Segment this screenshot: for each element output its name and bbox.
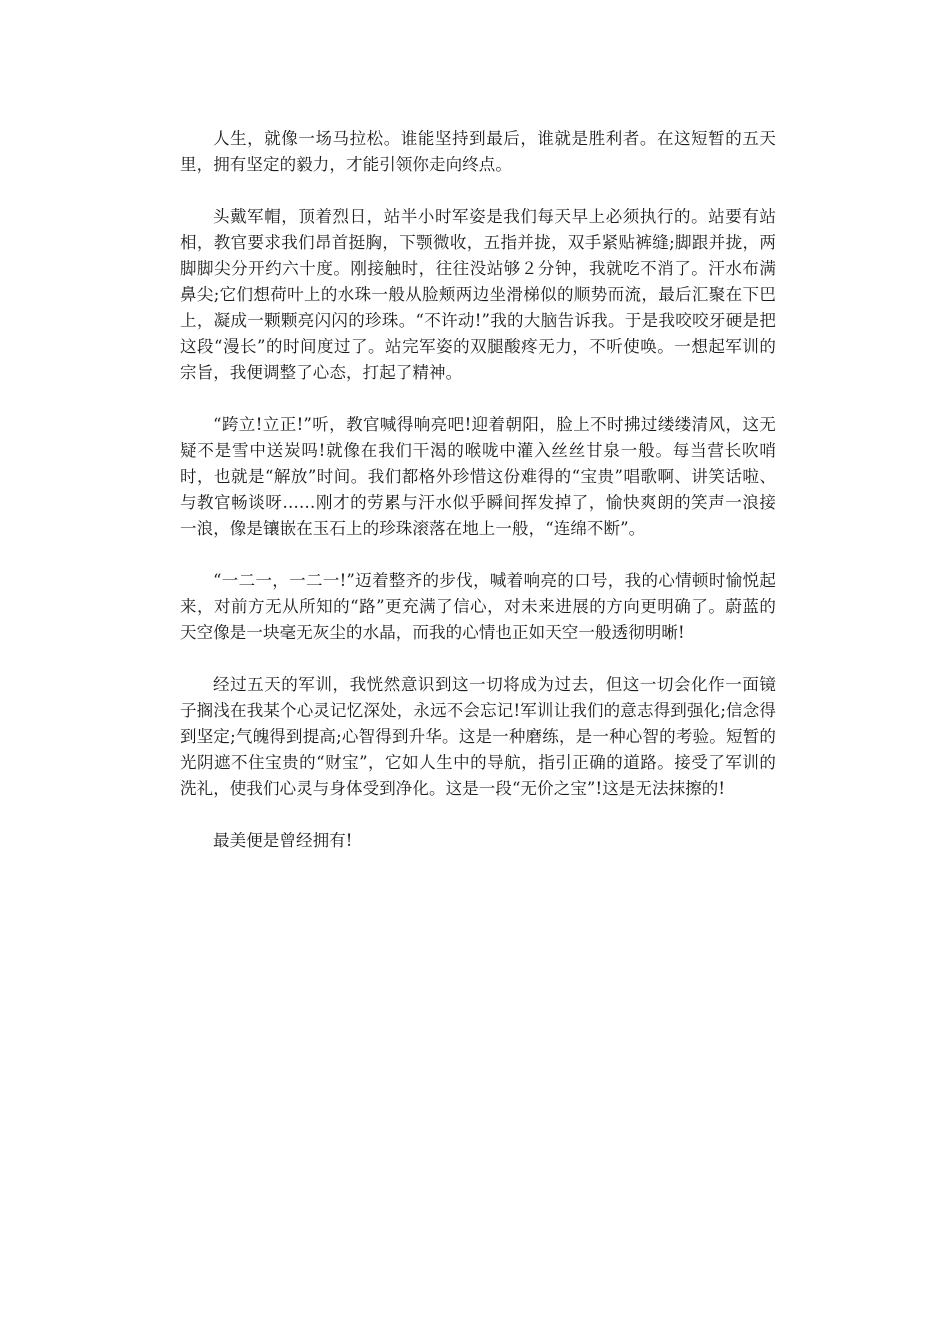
- paragraph-4: “一二一，一二一!”迈着整齐的步伐，喊着响亮的口号，我的心情顿时愉悦起来，对前方无从所知的“路”更充满了信心，对未来进展的方向更明确了。蔚蓝的天空像是一块毫无灰尘的水晶，而我的心情也正如天空一般透彻明晰!: [180, 571, 776, 642]
- paragraph-6: 最美便是曾经拥有!: [213, 831, 353, 850]
- paragraph-1: 人生，就像一场马拉松。谁能坚持到最后，谁就是胜利者。在这短暂的五天里，拥有坚定的毅力，才能引领你走向终点。: [180, 129, 776, 174]
- paragraph-2: 头戴军帽，顶着烈日，站半小时军姿是我们每天早上必须执行的。站要有站相，教官要求我们昂首挺胸，下颚微收，五指并拢，双手紧贴裤缝;脚跟并拢，两脚脚尖分开约六十度。刚接触时，往往没站够２分钟，我就吃不消了。汗水布满鼻尖;它们想荷叶上的水珠一般从脸颊两边坐滑梯似的顺势而流，最后汇聚在下巴上，凝成一颗颗亮闪闪的珍珠。“不许动!”我的大脑告诉我。于是我咬咬牙硬是把这段“漫长”的时间度过了。站完军姿的双腿酸疼无力，不听使唤。一想起军训的宗旨，我便调整了心态，打起了精神。: [180, 207, 776, 382]
- paragraph-3: “跨立!立正!”听，教官喊得响亮吧!迎着朝阳，脸上不时拂过缕缕清风，这无疑不是雪中送炭吗!就像在我们干渴的喉咙中灌入丝丝甘泉一般。每当营长吹哨时，也就是“解放”时间。我们都格外珍惜这份难得的“宝贵”唱歌啊、讲笑话啦、与教官畅谈呀……刚才的劳累与汗水似乎瞬间挥发掉了，愉快爽朗的笑声一浪接一浪，像是镶嵌在玉石上的珍珠滚落在地上一般，“连绵不断”。: [180, 415, 776, 538]
- paragraph-5: 经过五天的军训，我恍然意识到这一切将成为过去，但这一切会化作一面镜子搁浅在我某个心灵记忆深处，永远不会忘记!军训让我们的意志得到强化;信念得到坚定;气魄得到提高;心智得到升华。这是一种磨练，是一种心智的考验。短暂的光阴遮不住宝贵的“财宝”，它如人生中的导航，指引正确的道路。接受了军训的洗礼，使我们心灵与身体受到净化。这是一段“无价之宝”!这是无法抹擦的!: [180, 675, 776, 798]
- document-body: [180, 126, 776, 880]
